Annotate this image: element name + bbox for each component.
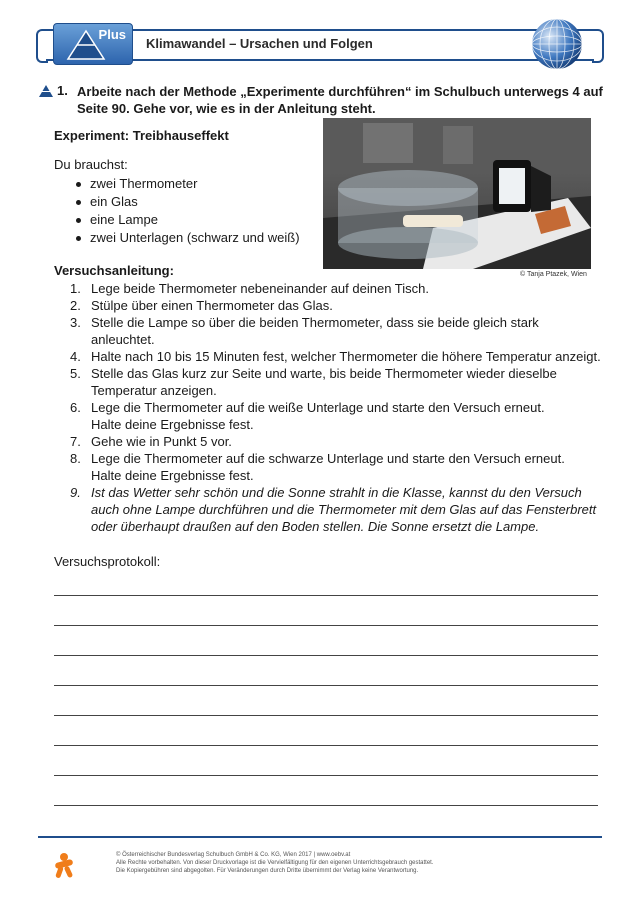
step-item bbox=[54, 450, 614, 484]
list-item-text: ein Glas bbox=[90, 194, 138, 209]
globe-icon bbox=[531, 18, 583, 70]
step-number: 6. bbox=[70, 400, 81, 415]
writing-line[interactable] bbox=[54, 745, 598, 746]
page-title: Klimawandel – Ursachen und Folgen bbox=[146, 36, 373, 51]
writing-line[interactable] bbox=[54, 655, 598, 656]
step-item bbox=[54, 433, 614, 450]
step-number: 5. bbox=[70, 366, 81, 381]
step-text: Lege die Thermometer auf die weiße Unterlage und starte den Versuch erneut. bbox=[91, 400, 545, 415]
step-text: Stelle die Lampe so über die beiden Thermometer, dass sie beide gleich stark bbox=[91, 315, 539, 330]
materials-list bbox=[54, 175, 300, 247]
header-bracket-right bbox=[592, 29, 604, 63]
instruction-steps bbox=[54, 280, 614, 535]
list-item bbox=[54, 211, 300, 229]
step-text: Stelle das Glas kurz zur Seite und warte, bis beide Thermometer wieder dieselbe bbox=[91, 366, 557, 381]
step-text: Stülpe über einen Thermometer das Glas. bbox=[91, 298, 333, 313]
step-text: Gehe wie in Punkt 5 vor. bbox=[91, 434, 232, 449]
list-item-text: zwei Unterlagen (schwarz und weiß) bbox=[90, 230, 300, 245]
experiment-title: Experiment: Treibhauseffekt bbox=[54, 128, 229, 143]
step-number: 7. bbox=[70, 434, 81, 449]
step-number: 1. bbox=[70, 281, 81, 296]
bullet-icon bbox=[76, 236, 81, 241]
step-text: Halte deine Ergebnisse fest. bbox=[91, 417, 254, 432]
footer-line: Die Kopiergebühren sind abgegolten. Für Veränderungen durch Dritte übernimmt der Verlag keine Verantwortung. bbox=[116, 868, 419, 874]
experiment-photo bbox=[323, 118, 591, 269]
list-item bbox=[54, 229, 300, 247]
task-triangle-icon bbox=[39, 85, 53, 97]
step-text: Halte nach 10 bis 15 Minuten fest, welcher Thermometer die höhere Temperatur anzeigt. bbox=[91, 349, 601, 364]
bullet-icon bbox=[76, 182, 81, 187]
plus-logo bbox=[53, 23, 133, 65]
step-item bbox=[54, 314, 614, 348]
step-number: 4. bbox=[70, 349, 81, 364]
task-number: 1. bbox=[57, 83, 68, 98]
list-item-text: eine Lampe bbox=[90, 212, 158, 227]
instructions-title: Versuchsanleitung: bbox=[54, 263, 174, 278]
step-item bbox=[54, 348, 614, 365]
step-item bbox=[54, 280, 614, 297]
step-text: Ist das Wetter sehr schön und die Sonne strahlt in die Klasse, kannst du den Versuch bbox=[91, 485, 582, 500]
step-item bbox=[54, 365, 614, 399]
step-text: Halte deine Ergebnisse fest. bbox=[91, 468, 254, 483]
step-item bbox=[54, 484, 614, 535]
bullet-icon bbox=[76, 218, 81, 223]
list-item bbox=[54, 193, 300, 211]
writing-line[interactable] bbox=[54, 775, 598, 776]
step-item bbox=[54, 297, 614, 314]
publisher-logo-icon bbox=[52, 852, 78, 880]
step-text: Lege beide Thermometer nebeneinander auf deinen Tisch. bbox=[91, 281, 429, 296]
logo-label: Plus bbox=[98, 27, 126, 42]
step-number: 3. bbox=[70, 315, 81, 330]
task-text: Arbeite nach der Methode „Experimente durchführen“ im Schulbuch unterwegs 4 auf Seite 90. Gehe vor, wie es in der Anleitung steht. bbox=[77, 84, 603, 116]
writing-line[interactable] bbox=[54, 685, 598, 686]
step-number: 8. bbox=[70, 451, 81, 466]
list-item bbox=[54, 175, 300, 193]
footer-line: © Österreichischer Bundesverlag Schulbuch GmbH & Co. KG, Wien 2017 | www.oebv.at bbox=[116, 852, 351, 858]
step-text: anleuchtet. bbox=[91, 332, 155, 347]
footer-line: Alle Rechte vorbehalten. Von dieser Druckvorlage ist die Vervielfältigung für den eigenen Unterrichtsgebrauch gestattet. bbox=[116, 860, 434, 866]
header-bracket-left bbox=[36, 29, 48, 63]
step-text: Lege die Thermometer auf die schwarze Unterlage und starte den Versuch erneut. bbox=[91, 451, 565, 466]
step-text: auch ohne Lampe durchführen und die Thermometer mit dem Glas auf das Fensterbrett bbox=[91, 502, 597, 517]
footer-copyright bbox=[116, 851, 536, 875]
writing-line[interactable] bbox=[54, 805, 598, 806]
protocol-heading: Versuchsprotokoll: bbox=[54, 554, 161, 569]
writing-line[interactable] bbox=[54, 595, 598, 596]
list-item-text: zwei Thermometer bbox=[90, 176, 198, 191]
step-number: 9. bbox=[70, 485, 81, 500]
writing-line[interactable] bbox=[54, 715, 598, 716]
step-text: oder überhaupt draußen auf den Boden stellen. Die Sonne ersetzt die Lampe. bbox=[91, 519, 540, 534]
step-text: Temperatur anzeigen. bbox=[91, 383, 217, 398]
footer-rule bbox=[38, 836, 602, 838]
photo-credit: © Tanja Ptazek, Wien bbox=[520, 271, 587, 278]
bullet-icon bbox=[76, 200, 81, 205]
materials-heading: Du brauchst: bbox=[54, 157, 128, 172]
step-number: 2. bbox=[70, 298, 81, 313]
writing-line[interactable] bbox=[54, 625, 598, 626]
step-item bbox=[54, 399, 614, 433]
